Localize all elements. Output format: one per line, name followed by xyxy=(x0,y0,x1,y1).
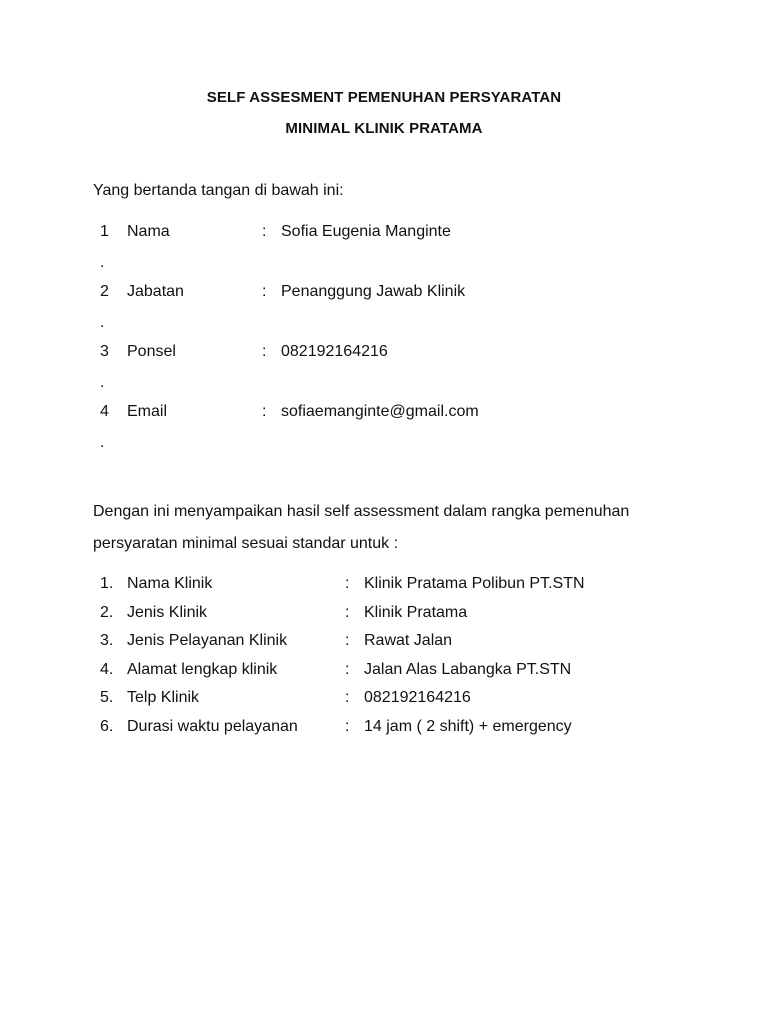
list-item xyxy=(93,574,693,603)
list-item-number: 1. xyxy=(100,575,114,592)
list-item-number: 6. xyxy=(100,717,114,735)
list-item xyxy=(93,660,693,689)
list-item xyxy=(93,603,693,632)
list-item-number: 3. xyxy=(100,632,114,649)
list-item-label: Alamat lengkap klinik xyxy=(127,660,278,678)
signatory-row xyxy=(93,402,653,462)
field-value: Sofia Eugenia Manginte xyxy=(281,223,451,240)
row-number xyxy=(100,222,114,273)
list-item-colon: : xyxy=(345,575,350,592)
list-item xyxy=(93,688,693,717)
list-item-label: Jenis Klinik xyxy=(127,603,208,621)
list-item xyxy=(93,717,693,746)
row-number-dot: . xyxy=(100,314,105,331)
list-item-value: 082192164216 xyxy=(364,689,471,706)
field-value: 082192164216 xyxy=(281,343,388,360)
list-item-value: Jalan Alas Labangka PT.STN xyxy=(364,660,572,678)
row-number-digit: 2 xyxy=(100,283,109,300)
signatory-table xyxy=(93,222,653,462)
field-colon: : xyxy=(262,403,267,420)
clinic-details-list xyxy=(93,574,693,745)
list-item-colon: : xyxy=(345,603,350,621)
document-title-line-1: SELF ASSESMENT PEMENUHAN PERSYARATAN xyxy=(206,89,562,106)
list-item-number: 5. xyxy=(100,689,114,706)
row-number-digit: 3 xyxy=(100,343,109,360)
list-item-label: Durasi waktu pelayanan xyxy=(127,717,298,735)
statement-text-line-1: Dengan ini menyampaikan hasil self assessment dalam rangka pemenuhan xyxy=(93,503,630,520)
list-item-number: 2. xyxy=(100,603,114,621)
list-item-colon: : xyxy=(345,689,350,706)
list-item-label: Nama Klinik xyxy=(127,575,213,592)
signatory-row xyxy=(93,222,653,282)
list-item-number: 4. xyxy=(100,660,114,678)
list-item-colon: : xyxy=(345,660,350,678)
field-colon: : xyxy=(262,283,267,300)
row-number xyxy=(100,402,114,453)
row-number xyxy=(100,342,114,393)
field-colon: : xyxy=(262,223,267,240)
intro-text: Yang bertanda tangan di bawah ini: xyxy=(93,182,344,199)
row-number xyxy=(100,282,114,333)
list-item-label: Telp Klinik xyxy=(127,689,200,706)
signatory-row xyxy=(93,282,653,342)
field-label: Jabatan xyxy=(127,283,184,300)
statement-text-line-2: persyaratan minimal sesuai standar untuk : xyxy=(93,535,399,552)
field-value: Penanggung Jawab Klinik xyxy=(281,283,466,300)
row-number-dot: . xyxy=(100,374,105,391)
list-item-value: Klinik Pratama Polibun PT.STN xyxy=(364,575,585,592)
document-title-line-2: MINIMAL KLINIK PRATAMA xyxy=(285,120,483,137)
row-number-digit: 1 xyxy=(100,223,109,240)
list-item-value: 14 jam ( 2 shift) + emergency xyxy=(364,717,572,735)
field-label: Ponsel xyxy=(127,343,176,360)
field-colon: : xyxy=(262,343,267,360)
field-label: Email xyxy=(127,403,168,420)
row-number-dot: . xyxy=(100,254,105,271)
list-item xyxy=(93,631,693,660)
row-number-dot: . xyxy=(100,434,105,451)
field-value: sofiaemanginte@gmail.com xyxy=(281,403,479,420)
field-label: Nama xyxy=(127,223,170,240)
list-item-value: Rawat Jalan xyxy=(364,632,453,649)
list-item-label: Jenis Pelayanan Klinik xyxy=(127,632,288,649)
signatory-row xyxy=(93,342,653,402)
row-number-digit: 4 xyxy=(100,403,109,420)
list-item-colon: : xyxy=(345,632,350,649)
list-item-colon: : xyxy=(345,717,350,735)
list-item-value: Klinik Pratama xyxy=(364,603,468,621)
